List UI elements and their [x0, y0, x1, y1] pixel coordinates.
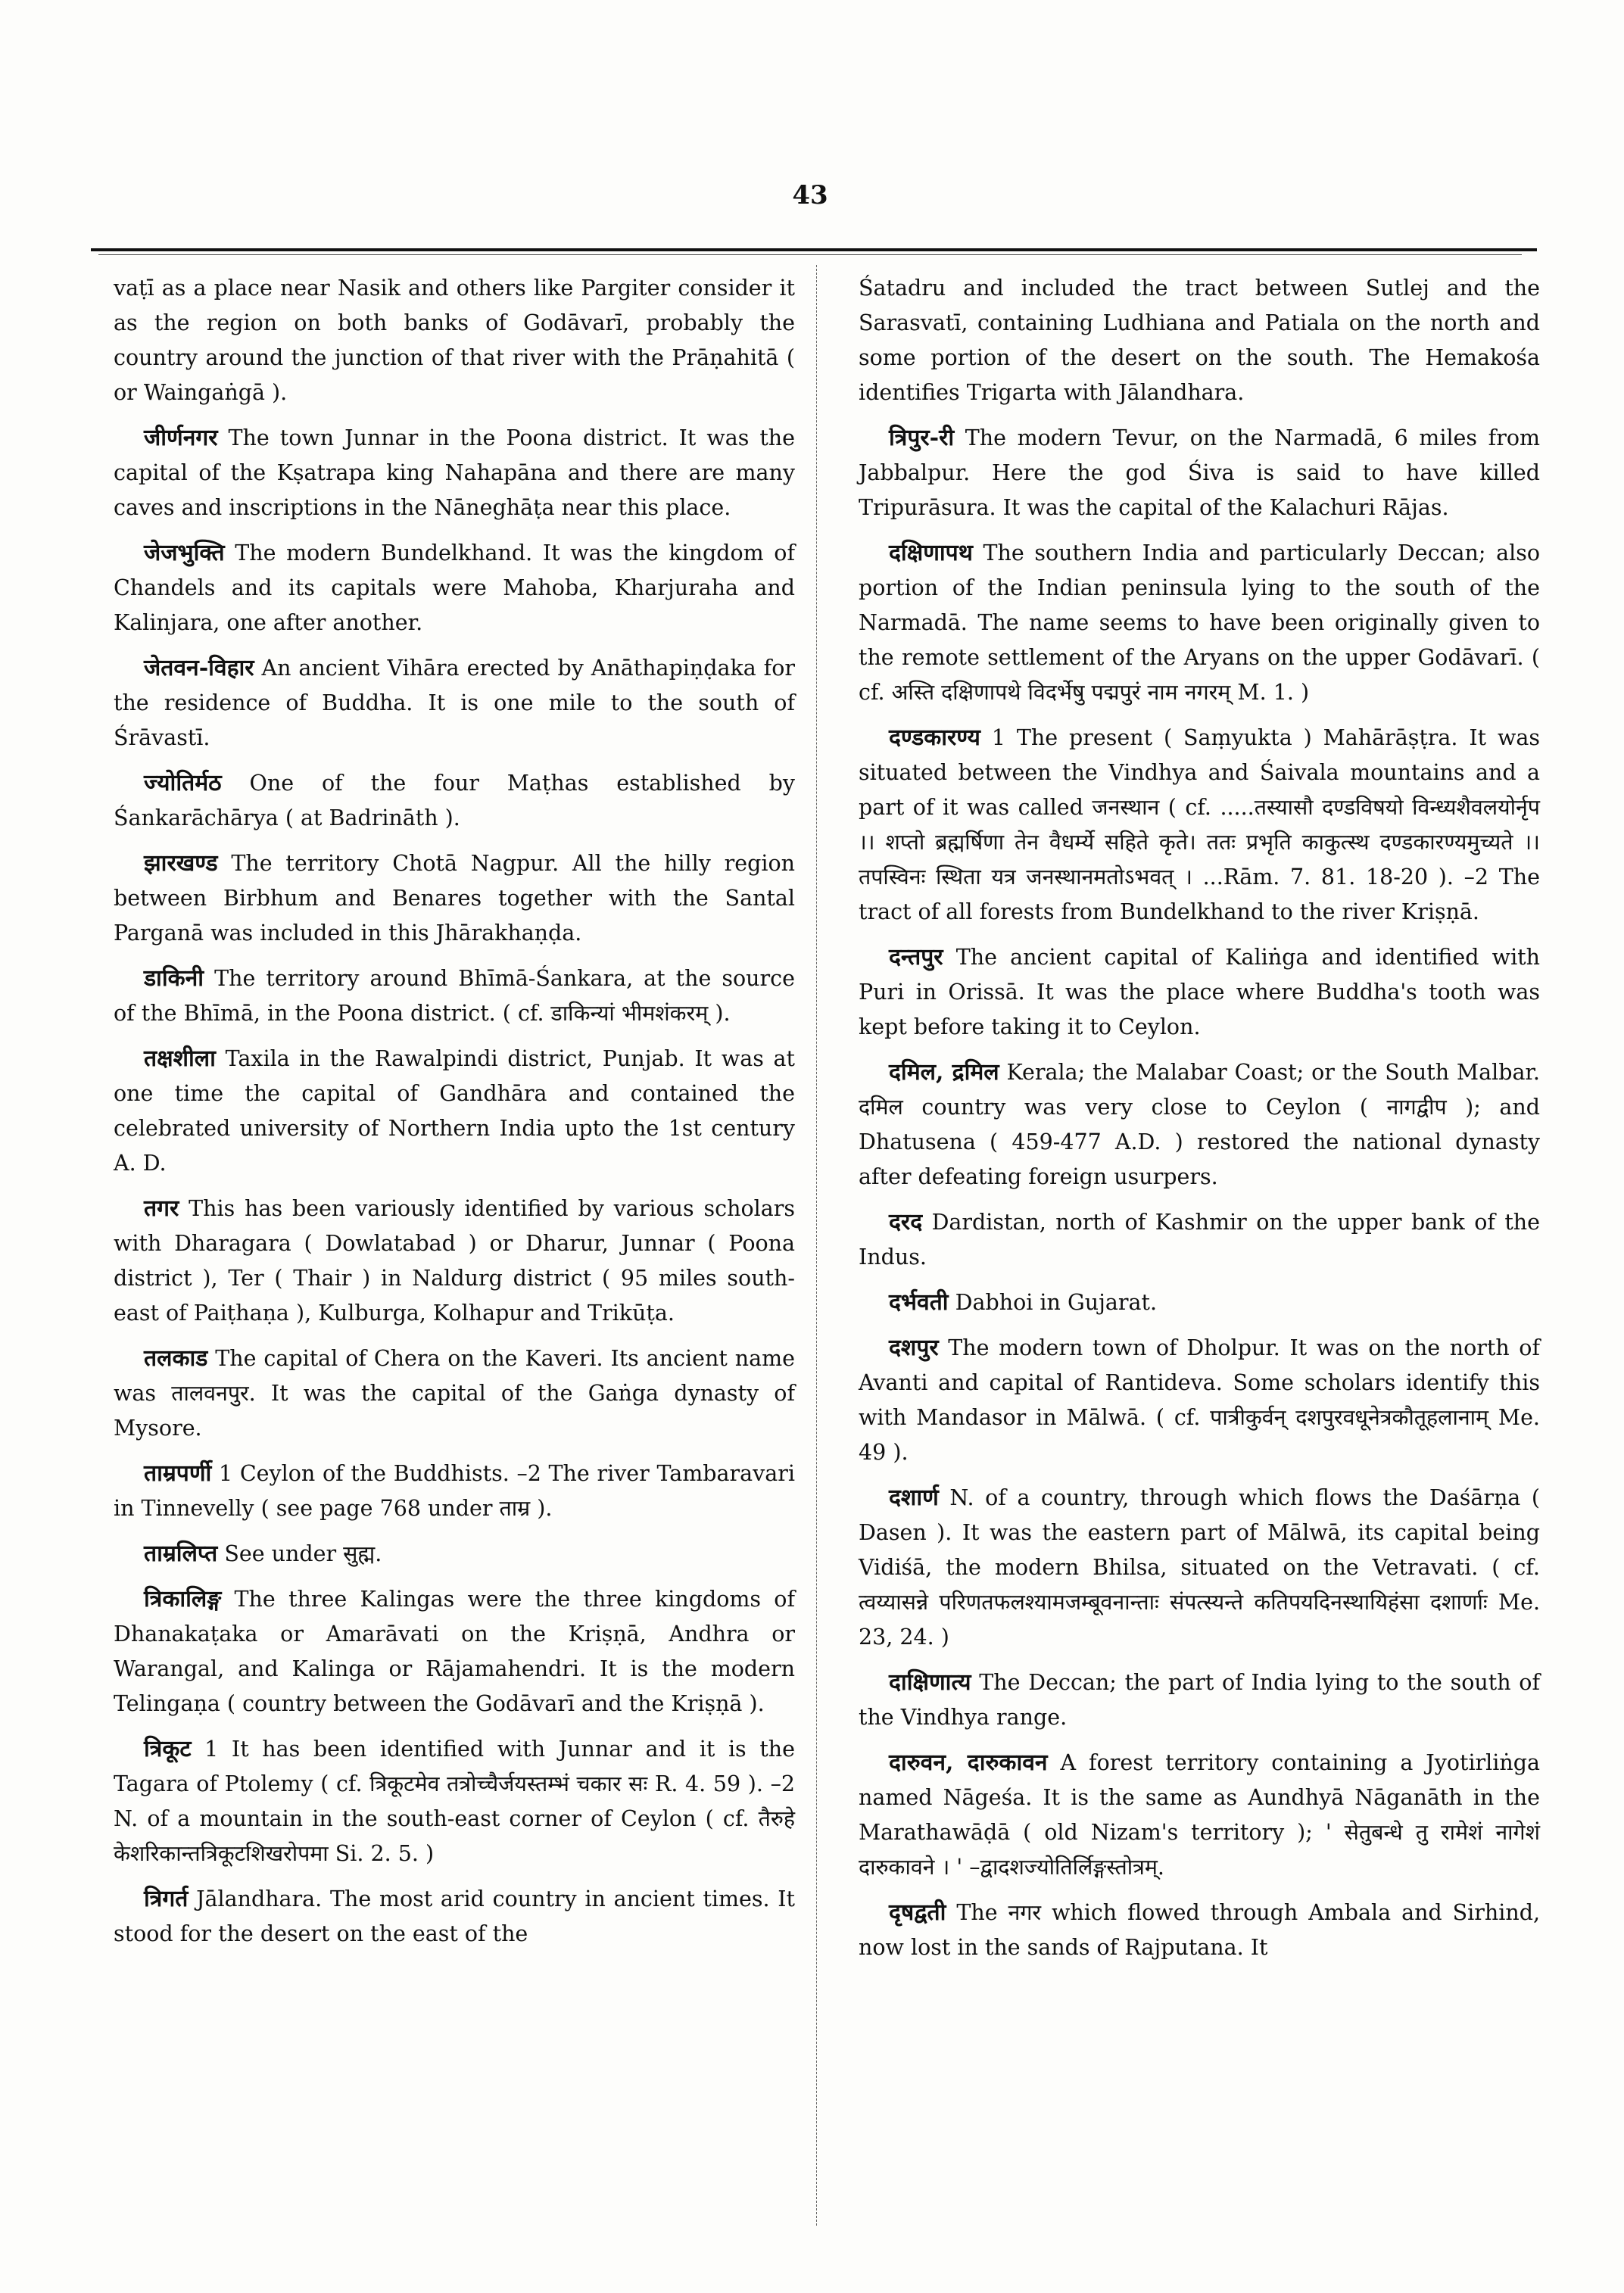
entry-text: The Deccan; the part of India lying to the south of the Vindhya range.	[859, 1670, 1540, 1730]
dictionary-entry	[859, 421, 1540, 525]
entry-text: The modern Tevur, on the Narmadā, 6 miles from Jabbalpur. Here the god Śiva is said to have killed Tripurāsura. It was the capital of the Kalachuri Rājas.	[859, 425, 1541, 520]
entry-text: A forest territory containing a Jyotirliṅga named Nāgeśa. It is the same as Aundhyā Nāganāth in the Marathawāḍā ( old Nizam's territory ); ' सेतुबन्धे तु रामेशं नागेशं दारुकावने । ' –द्वादशज्योतिर्लिङ्गस्तोत्रम्.	[859, 1750, 1540, 1880]
dictionary-entry	[114, 651, 795, 756]
entry-headword: दृषद्वती	[889, 1899, 946, 1926]
entry-text: The ancient capital of Kaliṅga and identified with Puri in Orissā. It was the place where Buddha's tooth was kept before taking it to Ceylon.	[859, 945, 1540, 1039]
dictionary-entry	[859, 940, 1540, 1045]
entry-headword: दन्तपुर	[889, 944, 943, 970]
entry-text: 1 The present ( Saṃyukta ) Mahārāṣṭra. It was situated between the Vindhya and Śaivala mountains and a part of it was called जनस्थान ( cf. .....तस्यासौ दण्डविषयो विन्ध्यशैवलयोर्नृप ।। शप्तो ब्रह्मर्षिणा तेन वैधर्म्ये सहिते कृते। ततः प्रभृति काकुत्स्थ दण्डकारण्यमुच्यते ।। तपस्विनः स्थिता यत्र जनस्थानमतोऽभवत् । ...Rām. 7. 81. 18-20 ). –2 The tract of all forests from Bundelkhand to the river Kriṣṇā.	[859, 725, 1541, 924]
entry-headword: डाकिनी	[144, 965, 204, 992]
column-divider	[816, 265, 817, 2226]
dictionary-entry	[114, 1042, 795, 1181]
entry-headword: जीर्णनगर	[144, 425, 218, 451]
entry-text: The नगर which flowed through Ambala and Sirhind, now lost in the sands of Rajputana. It	[859, 1900, 1541, 1960]
entry-text: Dabhoi in Gujarat.	[955, 1290, 1158, 1315]
right-column	[859, 271, 1540, 1976]
entry-headword: दशार्ण	[889, 1485, 939, 1511]
header-rule-thin	[98, 254, 1522, 255]
page-number: 43	[792, 180, 828, 210]
dictionary-entry	[114, 421, 795, 525]
entry-headword: त्रिकालिङ्ग	[144, 1586, 222, 1612]
dictionary-entry	[114, 271, 795, 410]
dictionary-entry	[114, 1582, 795, 1721]
entry-text: The territory Chotā Nagpur. All the hilly region between Birbhum and Benares together with the Santal Parganā was included in this Jhārakhaṇḍa.	[114, 851, 795, 946]
dictionary-entry	[859, 1285, 1540, 1320]
dictionary-entry	[114, 1732, 795, 1871]
dictionary-entry	[114, 961, 795, 1031]
dictionary-entry	[859, 536, 1540, 710]
dictionary-entry	[114, 1192, 795, 1331]
entry-text: N. of a country, through which flows the Daśārṇa ( Dasen ). It was the eastern part of Mālwā, its capital being Vidiśā, the modern Bhilsa, situated on the Vetravati. ( cf. त्वय्यासन्ने परिणतफलश्यामजम्बूवनान्ताः संपत्स्यन्ते कतिपयदिनस्थायिहंसा दशार्णाः Me. 23, 24. )	[859, 1485, 1540, 1650]
dictionary-entry	[114, 1456, 795, 1526]
dictionary-entry	[114, 766, 795, 836]
dictionary-entry	[114, 536, 795, 640]
entry-headword: दशपुर	[889, 1335, 939, 1361]
dictionary-entry	[114, 1882, 795, 1952]
dictionary-entry	[859, 1205, 1540, 1275]
entry-headword: त्रिगर्त	[144, 1886, 189, 1912]
entry-headword: जेजभुक्ति	[144, 540, 225, 566]
dictionary-entry	[114, 1537, 795, 1572]
entry-text: vaṭī as a place near Nasik and others like Pargiter consider it as the region on both banks of Godāvarī, probably the country around the junction of that river with the Prāṇahitā ( or Waingaṅgā ).	[114, 276, 795, 405]
header-rule	[91, 248, 1537, 251]
entry-headword: झारखण्ड	[144, 850, 218, 877]
entry-text: Kerala; the Malabar Coast; or the South Malbar. दमिल country was very close to Ceylon ( नागद्वीप ); and Dhatusena ( 459-477 A.D. ) restored the national dynasty after defeating foreign usurpers.	[859, 1060, 1540, 1189]
entry-text: See under सुह्म.	[224, 1541, 382, 1566]
entry-headword: ताम्रलिप्त	[144, 1541, 218, 1567]
entry-headword: दर्भवती	[889, 1289, 949, 1316]
dictionary-entry	[859, 1331, 1540, 1470]
dictionary-entry	[859, 1665, 1540, 1735]
entry-text: The southern India and particularly Deccan; also portion of the Indian peninsula lying to the south of the Narmadā. The name seems to have been originally given to the remote settlement of the Aryans on the upper Godāvarī. ( cf. अस्ति दक्षिणापथे विदर्भेषु पद्मपुरं नाम नगरम् M. 1. )	[859, 541, 1540, 705]
dictionary-entry	[859, 1896, 1540, 1965]
entry-text: This has been variously identified by various scholars with Dharagara ( Dowlatabad ) or Dharur, Junnar ( Poona district ), Ter ( Thair ) in Naldurg district ( 95 miles south-east of Paiṭhaṇa ), Kulburga, Kolhapur and Trikūṭa.	[114, 1196, 795, 1326]
entry-headword: त्रिकूट	[144, 1736, 192, 1762]
entry-headword: दरद	[889, 1209, 923, 1235]
entry-text: Taxila in the Rawalpindi district, Punjab. It was at one time the capital of Gandhāra and contained the celebrated university of Northern India upto the 1st century A. D.	[114, 1046, 796, 1176]
entry-text: The territory around Bhīmā-Śankara, at the source of the Bhīmā, in the Poona district. ( cf. डाकिन्यां भीमशंकरम् ).	[114, 966, 795, 1026]
entry-text: The town Junnar in the Poona district. It was the capital of the Kṣatrapa king Nahapāna and there are many caves and inscriptions in the Nāneghāṭa near this place.	[114, 425, 796, 520]
dictionary-entry	[859, 1055, 1540, 1195]
entry-headword: ज्योतिर्मठ	[144, 770, 222, 796]
entry-headword: तगर	[144, 1195, 179, 1222]
dictionary-entry	[859, 271, 1540, 410]
entry-text: 1 Ceylon of the Buddhists. –2 The river Tambaravari in Tinnevelly ( see page 768 under ताम्र ).	[114, 1461, 795, 1521]
dictionary-entry	[859, 721, 1540, 930]
entry-headword: ताम्रपर्णी	[144, 1460, 212, 1487]
entry-headword: जेतवन-विहार	[144, 655, 254, 681]
entry-text: One of the four Maṭhas established by Śankarāchārya ( at Badrināth ).	[114, 771, 795, 830]
entry-text: 1 It has been identified with Junnar and it is the Tagara of Ptolemy ( cf. त्रिकूटमेव तत्रोच्चैर्जयस्तम्भं चकार सः R. 4. 59 ). –2 N. of a mountain in the south-east corner of Ceylon ( cf. तैरुहे केशरिकान्तत्रिकूटशिखरोपमा Si. 2. 5. )	[114, 1737, 795, 1866]
entry-headword: त्रिपुर-री	[889, 425, 955, 451]
dictionary-entry	[114, 1341, 795, 1446]
dictionary-entry	[859, 1481, 1540, 1655]
entry-text: The modern town of Dholpur. It was on the north of Avanti and capital of Rantideva. Some scholars identify this with Mandasor in Mālwā. ( cf. पात्रीकुर्वन् दशपुरवधूनेत्रकौतूहलानाम् Me. 49 ).	[859, 1335, 1541, 1465]
entry-headword: दारुवन, दारुकावन	[889, 1749, 1048, 1776]
dictionary-entry	[114, 846, 795, 951]
entry-headword: दक्षिणापथ	[889, 540, 973, 566]
entry-text: The modern Bundelkhand. It was the kingdom of Chandels and its capitals were Mahoba, Kharjuraha and Kalinjara, one after another.	[114, 541, 796, 635]
entry-text: The capital of Chera on the Kaveri. Its ancient name was तालवनपुर. It was the capital of the Gaṅga dynasty of Mysore.	[114, 1346, 795, 1441]
entry-text: An ancient Vihāra erected by Anāthapiṇḍaka for the residence of Buddha. It is one mile to the south of Śrāvastī.	[114, 656, 795, 750]
entry-text: Jālandhara. The most arid country in ancient times. It stood for the desert on the east of the	[114, 1886, 796, 1946]
entry-headword: तक्षशीला	[144, 1045, 216, 1072]
entry-text: Dardistan, north of Kashmir on the upper bank of the Indus.	[859, 1210, 1540, 1270]
entry-headword: दाक्षिणात्य	[889, 1669, 971, 1696]
entry-text: The three Kalingas were the three kingdoms of Dhanakaṭaka or Amarāvati on the Kriṣṇā, Andhra or Warangal, and Kalinga or Rājamahendri. It is the modern Telingaṇa ( country between the Godāvarī and the Kriṣṇā ).	[114, 1587, 796, 1716]
entry-headword: दण्डकारण्य	[889, 724, 980, 751]
entry-headword: दमिल, द्रमिल	[889, 1059, 999, 1086]
dictionary-entry	[859, 1746, 1540, 1885]
left-column	[114, 271, 795, 1962]
entry-text: Śatadru and included the tract between Sutlej and the Sarasvatī, containing Ludhiana and Patiala on the north and some portion of the desert on the south. The Hemakośa identifies Trigarta with Jālandhara.	[859, 276, 1540, 405]
entry-headword: तलकाड	[144, 1345, 208, 1372]
